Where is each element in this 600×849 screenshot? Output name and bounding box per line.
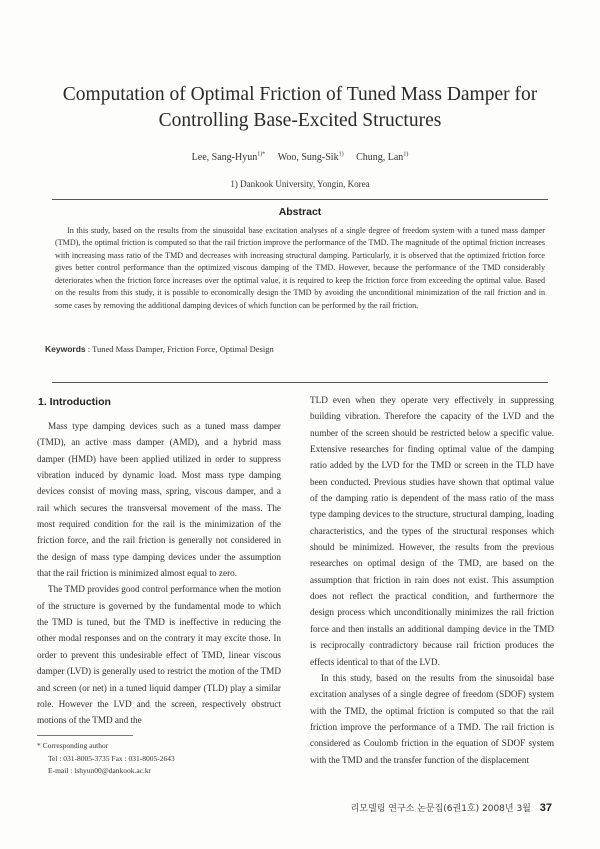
footnote-line-1: * Corresponding author <box>37 741 109 750</box>
title-line-2: Controlling Base-Excited Structures <box>158 110 442 131</box>
abstract-heading: Abstract <box>278 206 322 218</box>
footnote-line-2: Tel : 031-8005-3735 Fax : 031-8005-2643 <box>48 753 175 763</box>
abstract-text: In this study, based on the results from the sinusoidal base excitation analyses of a single degree of freedom system with a tuned mass damper (TMD), the optimal friction is computed so that the rail friction improve the performance of the TMD. The magnitude of the optimal friction increases with increasing mass ratio of the TMD and decreases with increasing structural damping. Particularly, it is observed that the optimized friction force gives better control performance than the optimized viscous damping of the TMD. However, because the performance of the TMD considerably deteriorates when the friction force increases over the optimal value, it is required to keep the friction force from exceeding the optimal value. Based on the results from this study, it is possible to economically design the TMD by avoiding the unconditional minimization of the rail friction and in some cases by removing the additional damping devices of which function can be performed by the rail friction. <box>55 226 545 310</box>
title-line-1: Computation of Optimal Friction of Tuned Mass Damper for <box>62 84 538 105</box>
footnote <box>37 740 175 778</box>
footnote-line-3: E-mail : lshyun00@dankook.ac.kr <box>48 766 152 775</box>
abstract-bottom-rule <box>52 382 548 383</box>
abstract-top-rule <box>52 199 548 200</box>
author-1: Lee, Sang-Hyun$^{1)*}$ <box>191 152 266 164</box>
author-3: Chung, Lan$^{1)}$ <box>356 152 409 164</box>
keywords-label: Keywords <box>45 344 86 354</box>
author-list <box>0 152 600 163</box>
page-footer <box>351 801 552 814</box>
affiliation: 1) Dankook University, Yongin, Korea <box>230 179 370 189</box>
journal-name: 리모델링 연구소 논문집(6권1호) 2008년 3월 <box>350 804 531 814</box>
paper-title <box>40 82 560 134</box>
paragraph: In this study, based on the results from the sinusoidal base excitation analyses of a single degree of freedom (SDOF) system with the TMD, the optimal friction is computed so that the rail friction improve the performance of a TMD. The rail friction is considered as Coulomb friction in the equation of SDOF system with the TMD and the transfer function of the displacement <box>310 672 554 765</box>
page-number: 37 <box>539 802 552 814</box>
keywords <box>45 344 555 354</box>
footnote-rule <box>37 735 133 736</box>
left-column <box>37 418 281 729</box>
paragraph: Mass type damping devices such as a tuned mass damper (TMD), an active mass damper (AMD), and a hybrid mass damper (HMD) have been applied utilized in order to suppress vibration induced by dynamic load. Most mass type damping devices consist of moving mass, spring, viscous damper, and a rail which secures the transversal movement of the mass. The most required condition for the rail is the minimization of the friction force, and the rail friction is generally not considered in the design of mass type damping devices under the assumption that the rail friction is minimized almost equal to zero. <box>37 421 281 579</box>
keywords-text: : Tuned Mass Damper, Friction Force, Optimal Design <box>87 344 274 354</box>
section-heading: 1. Introduction <box>38 396 111 408</box>
paragraph: The TMD provides good control performance when the motion of the structure is governed by the fundamental mode to which the TMD is tuned, but the TMD is ineffective in reducing the other modal responses and on the contrary it may excite those. In order to prevent this undesirable effect of TMD, linear viscous damper (LVD) is generally used to restrict the motion of the TMD and screen (or net) in a tuned liquid damper (TLD) play a similar role. However the LVD and the screen, respectively obstruct motions of the TMD and the <box>37 584 281 726</box>
author-2: Woo, Sung-Sik$^{1)}$ <box>277 152 344 164</box>
right-column <box>310 392 554 768</box>
paragraph: TLD even when they operate very effectively in suppressing building vibration. Therefore the capacity of the LVD and the number of the screen should be restricted below a specific value. Extensive researches for finding optimal value of the damping ratio added by the LVD for the TMD or screen in the TLD have been conducted. Previous studies have shown that optimal value of the damping ratio is dependent of the mass ratio of the mass type damping devices to the structure, structural damping, loading characteristics, and the types of the structural responses which should be minimized. However, the results from the previous researches on optimal design of the TMD, are based on the assumption that friction in rain does not exist. This assumption does not reflect the practical condition, and furthermore the design process which unconditionally minimizes the rail friction force and then installs an additional damping device in the TMD is reciprocally contradictory because rail friction produces the effects identical to that of the LVD. <box>310 395 554 667</box>
